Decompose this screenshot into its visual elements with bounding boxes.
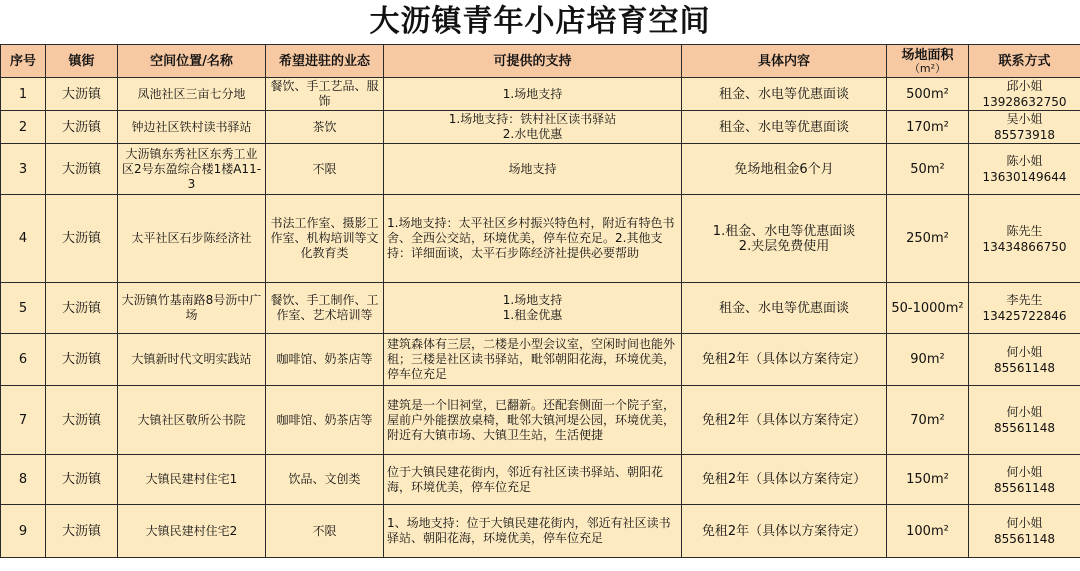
cell-business: 茶饮 [266,111,384,144]
table-row [1,505,1080,558]
contact-phone: 13425722846 [982,309,1067,323]
cell-business: 饮品、文创类 [266,455,384,505]
cell-no: 7 [1,386,46,455]
contact-phone: 85561148 [993,532,1056,546]
cell-area: 100m² [887,505,969,558]
cell-no: 8 [1,455,46,505]
cell-support: 建筑是一个旧祠堂，已翻新。还配套侧面一个院子室，屋前户外能摆放桌椅，毗邻大镇河堤公园，环境优美，附近有大镇市场、大镇卫生站，生活便捷 [384,386,682,455]
cell-town: 大沥镇 [46,455,118,505]
cell-contact [969,195,1080,283]
contact-name: 李先生 [1006,293,1043,307]
header-area-unit: （m²） [908,61,947,75]
contact-name: 何小姐 [1006,464,1043,479]
cell-no: 2 [1,111,46,144]
contact-phone: 85561148 [993,421,1056,435]
cell-contact [969,144,1080,195]
cell-town: 大沥镇 [46,144,118,195]
cell-business: 餐饮、手工制作、工作室、艺术培训等 [266,283,384,334]
cell-contact [969,505,1080,558]
cell-location: 大沥镇竹基南路8号沥中广场 [118,283,266,334]
header-area [887,45,969,78]
contact-name: 邱小姐 [1006,79,1043,93]
cell-no: 3 [1,144,46,195]
cell-town: 大沥镇 [46,195,118,283]
cell-no: 6 [1,334,46,386]
cell-area: 70m² [887,386,969,455]
cell-area: 50m² [887,144,969,195]
cell-support: 场地支持 [384,144,682,195]
cell-contact [969,111,1080,144]
contact-phone: 13630149644 [982,170,1067,184]
header-business: 希望进驻的业态 [266,45,384,78]
table-row [1,334,1080,386]
contact-phone: 13928632750 [982,95,1067,109]
cell-support: 1.场地支持 1.租金优惠 [384,283,682,334]
cell-area: 250m² [887,195,969,283]
header-details: 具体内容 [682,45,887,78]
cell-details: 免租2年（具体以方案待定） [682,455,887,505]
contact-name: 陈先生 [1006,223,1043,238]
header-contact: 联系方式 [969,45,1080,78]
cell-area: 90m² [887,334,969,386]
cell-support: 1、场地支持：位于大镇民建花街内，邻近有社区读书驿站、朝阳花海，环境优美，停车位充足 [384,505,682,558]
contact-name: 陈小姐 [1006,154,1043,168]
cell-contact [969,283,1080,334]
cell-contact [969,386,1080,455]
page-title: 大沥镇青年小店培育空间 [369,4,711,39]
contact-phone: 85561148 [993,480,1056,495]
contact-name: 何小姐 [1006,516,1043,530]
cell-location: 大镇新时代文明实践站 [118,334,266,386]
header-location: 空间位置/名称 [118,45,266,78]
spaces-table [0,44,1080,558]
cell-contact [969,78,1080,111]
table-row [1,144,1080,195]
cell-details: 租金、水电等优惠面谈 [682,111,887,144]
cell-details: 免租2年（具体以方案待定） [682,505,887,558]
table-row [1,455,1080,505]
cell-no: 9 [1,505,46,558]
cell-support: 位于大镇民建花街内，邻近有社区读书驿站、朝阳花海，环境优美，停车位充足 [384,455,682,505]
cell-business: 咖啡馆、奶茶店等 [266,386,384,455]
header-support: 可提供的支持 [384,45,682,78]
table-header-row [1,45,1080,78]
table-row [1,386,1080,455]
cell-no: 4 [1,195,46,283]
cell-area: 50-1000m² [887,283,969,334]
cell-business: 咖啡馆、奶茶店等 [266,334,384,386]
cell-support: 1.场地支持：铁村社区读书驿站 2.水电优惠 [384,111,682,144]
cell-location: 大沥镇东秀社区东秀工业区2号东盈综合楼1楼A11-3 [118,144,266,195]
cell-area: 150m² [887,455,969,505]
cell-business: 餐饮、手工艺品、服饰 [266,78,384,111]
cell-details: 租金、水电等优惠面谈 [682,283,887,334]
table-row [1,78,1080,111]
cell-details: 租金、水电等优惠面谈 [682,78,887,111]
cell-support: 1.场地支持：太平社区乡村振兴特色村，附近有特色书舍、全西公交站，环境优美，停车位充足。2.其他支持：详细面谈，太平石步陈经济社提供必要帮助 [384,195,682,283]
cell-support: 建筑森体有三层，二楼是小型会议室，空闲时间也能外租；三楼是社区读书驿站，毗邻朝阳花海，环境优美，停车位充足 [384,334,682,386]
cell-business: 书法工作室、摄影工作室、机构培训等文化教育类 [266,195,384,283]
cell-details: 免租2年（具体以方案待定） [682,334,887,386]
cell-location: 钟边社区铁村读书驿站 [118,111,266,144]
contact-name: 吴小姐 [1006,112,1043,126]
contact-phone: 85561148 [993,360,1056,375]
cell-business: 不限 [266,144,384,195]
cell-location: 太平社区石步陈经济社 [118,195,266,283]
header-no: 序号 [1,45,46,78]
contact-name: 何小姐 [1006,405,1043,419]
cell-contact [969,455,1080,505]
contact-phone: 85573918 [993,128,1056,142]
cell-town: 大沥镇 [46,111,118,144]
table-row [1,283,1080,334]
cell-town: 大沥镇 [46,505,118,558]
cell-details: 1.租金、水电等优惠面谈 2.夹层免费使用 [682,195,887,283]
header-town: 镇街 [46,45,118,78]
cell-area: 170m² [887,111,969,144]
contact-phone: 13434866750 [982,239,1067,254]
header-area-label: 场地面积 [901,47,954,63]
table-row [1,111,1080,144]
cell-business: 不限 [266,505,384,558]
contact-name: 何小姐 [1006,344,1043,359]
cell-contact [969,334,1080,386]
cell-support: 1.场地支持 [384,78,682,111]
cell-town: 大沥镇 [46,78,118,111]
cell-details: 免场地租金6个月 [682,144,887,195]
cell-town: 大沥镇 [46,283,118,334]
cell-location: 大镇社区敬所公书院 [118,386,266,455]
table-row [1,195,1080,283]
cell-no: 5 [1,283,46,334]
cell-town: 大沥镇 [46,334,118,386]
cell-location: 凤池社区三亩七分地 [118,78,266,111]
cell-details: 免租2年（具体以方案待定） [682,386,887,455]
cell-town: 大沥镇 [46,386,118,455]
cell-location: 大镇民建村住宅2 [118,505,266,558]
cell-location: 大镇民建村住宅1 [118,455,266,505]
cell-no: 1 [1,78,46,111]
cell-area: 500m² [887,78,969,111]
